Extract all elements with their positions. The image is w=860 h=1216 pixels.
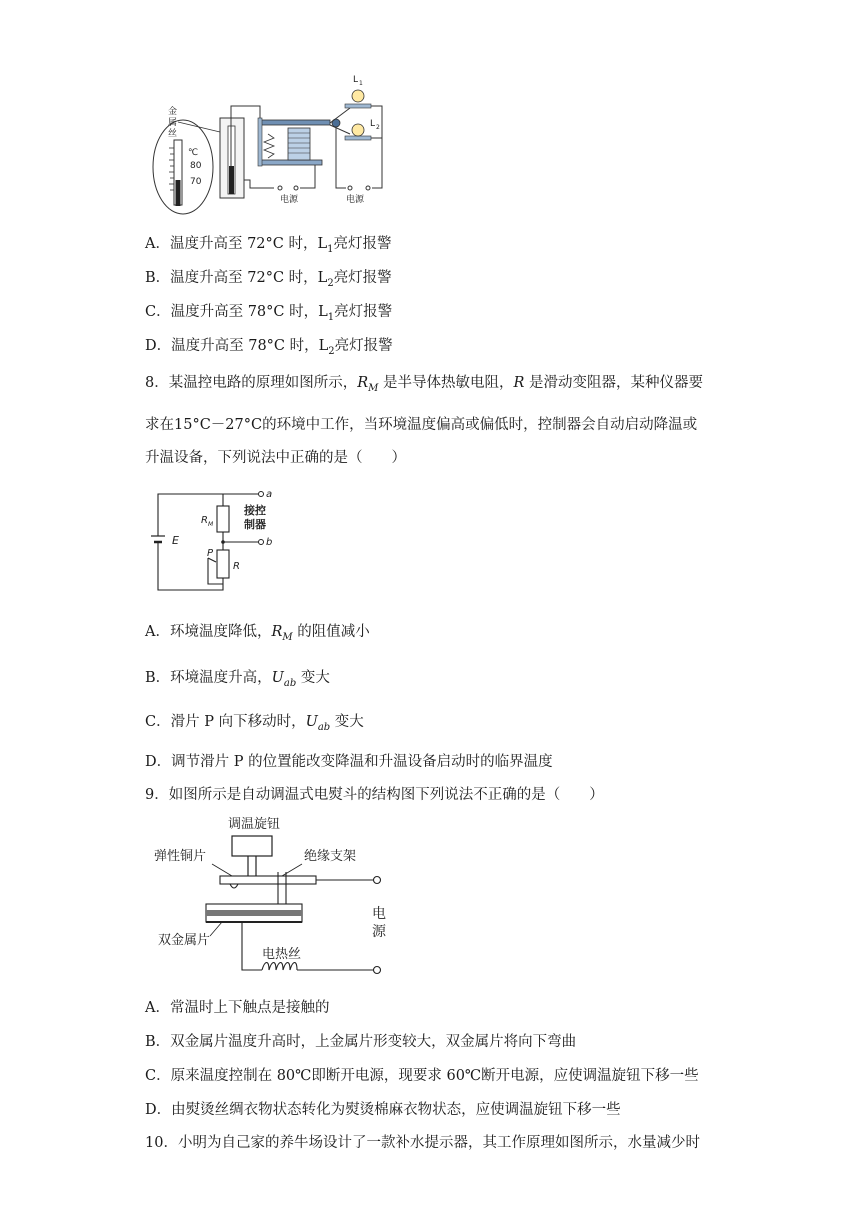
controller-label-2: 制器 bbox=[244, 518, 266, 531]
lamp-l2-label: L bbox=[370, 119, 376, 129]
insulator-label: 绝缘支架 bbox=[304, 849, 357, 864]
insulating-bracket bbox=[220, 876, 316, 884]
q8-circuit-figure bbox=[150, 486, 280, 596]
lamp-l1-icon bbox=[352, 90, 364, 102]
power-label-dian: 电 bbox=[372, 906, 386, 922]
q7-option-c: C．温度升高至 78°C 时，$L_1$亮灯报警 bbox=[145, 304, 393, 323]
power-terminal-top bbox=[374, 877, 381, 884]
spring bbox=[264, 134, 274, 158]
heater-label: 电热丝 bbox=[262, 947, 302, 962]
rm-label-sub: M bbox=[208, 521, 214, 528]
armature bbox=[260, 120, 330, 125]
electromagnet-base bbox=[260, 160, 322, 165]
power-label-1: 电源 bbox=[280, 195, 299, 205]
q8-option-d: D．调节滑片 P 的位置能改变降温和升温设备启动时的临界温度 bbox=[145, 754, 553, 770]
q9-option-c: C．原来温度控制在 80℃即断开电源，现要求 60℃断开电源，应使调温旋钮下移一些 bbox=[145, 1068, 699, 1084]
scale-70-label: 70 bbox=[190, 177, 202, 187]
terminal-a-label: a bbox=[266, 489, 273, 500]
celsius-label: ℃ bbox=[188, 148, 199, 158]
lamp-l2-base bbox=[345, 136, 371, 140]
metal-wire-label-1: 金 bbox=[168, 107, 178, 117]
bimetal-label: 双金属片 bbox=[158, 933, 211, 948]
scale-80-label: 80 bbox=[190, 161, 202, 171]
q9-option-d: D．由熨烫丝绸衣物状态转化为熨烫棉麻衣物状态，应使调温旋钮下移一些 bbox=[145, 1102, 621, 1118]
q9-option-a: A．常温时上下触点是接触的 bbox=[145, 1000, 330, 1016]
lamp-l1-label: L bbox=[353, 75, 359, 85]
lamp-l2-icon bbox=[352, 124, 364, 136]
knob bbox=[232, 836, 272, 856]
q8-stem-line-3: 升温设备，下列说法中正确的是（ ） bbox=[145, 450, 406, 466]
q9-iron-figure bbox=[150, 812, 400, 982]
controller-label-1: 接控 bbox=[244, 504, 266, 517]
copper-label: 弹性铜片 bbox=[154, 849, 207, 864]
q8-option-a: A．环境温度降低，$R_M$ 的阻值减小 bbox=[145, 624, 370, 643]
rheostat-r bbox=[217, 550, 229, 578]
power-label-2: 电源 bbox=[346, 195, 365, 205]
lamp-l1-sub: 1 bbox=[359, 80, 363, 87]
mercury-column bbox=[176, 180, 181, 206]
r-label: R bbox=[233, 561, 240, 572]
q7-figure bbox=[150, 70, 400, 220]
magnified-thermometer-circle bbox=[153, 120, 213, 214]
metal-wire-label-3: 丝 bbox=[168, 129, 178, 139]
p-label: P bbox=[207, 548, 214, 559]
heater-coil bbox=[262, 963, 297, 971]
emf-label: E bbox=[172, 534, 179, 547]
q8-option-c: C．滑片 P 向下移动时，$U_{ab}$ 变大 bbox=[145, 714, 364, 733]
q9-option-b: B．双金属片温度升高时，上金属片形变较大，双金属片将向下弯曲 bbox=[145, 1034, 577, 1050]
power-terminal-bottom bbox=[374, 967, 381, 974]
power-label-yuan: 源 bbox=[372, 924, 386, 940]
q7-option-d: D．温度升高至 78°C 时，$L_2$亮灯报警 bbox=[145, 338, 393, 357]
knob-label: 调温旋钮 bbox=[228, 817, 281, 832]
q7-option-a: A．温度升高至 72°C 时，$L_1$亮灯报警 bbox=[145, 236, 392, 255]
q8-option-b: B．环境温度升高，$U_{ab}$ 变大 bbox=[145, 670, 330, 689]
metal-wire-label-2: 属 bbox=[168, 118, 178, 128]
q9-stem: 9．如图所示是自动调温式电熨斗的结构图下列说法不正确的是（ ） bbox=[145, 787, 604, 803]
lamp-l2-sub: 2 bbox=[376, 124, 380, 131]
contact-bump bbox=[230, 884, 238, 888]
lamp-l1-base bbox=[345, 104, 371, 108]
thermistor-rm bbox=[217, 506, 229, 532]
q7-option-b: B．温度升高至 72°C 时，$L_2$亮灯报警 bbox=[145, 270, 392, 289]
q8-stem-line-1: 8．某温控电路的原理如图所示，$R_M$ 是半导体热敏电阻，R 是滑动变阻器，某种仪器要 bbox=[145, 375, 704, 394]
rm-label: R bbox=[201, 515, 208, 526]
q8-stem-line-2: 求在15°C－27°C的环境中工作，当环境温度偏高或偏低时，控制器会自动启动降温或 bbox=[145, 417, 698, 433]
q10-stem: 10．小明为自己家的养牛场设计了一款补水提示器，其工作原理如图所示，水量减少时 bbox=[145, 1135, 700, 1151]
terminal-b-label: b bbox=[266, 537, 273, 548]
